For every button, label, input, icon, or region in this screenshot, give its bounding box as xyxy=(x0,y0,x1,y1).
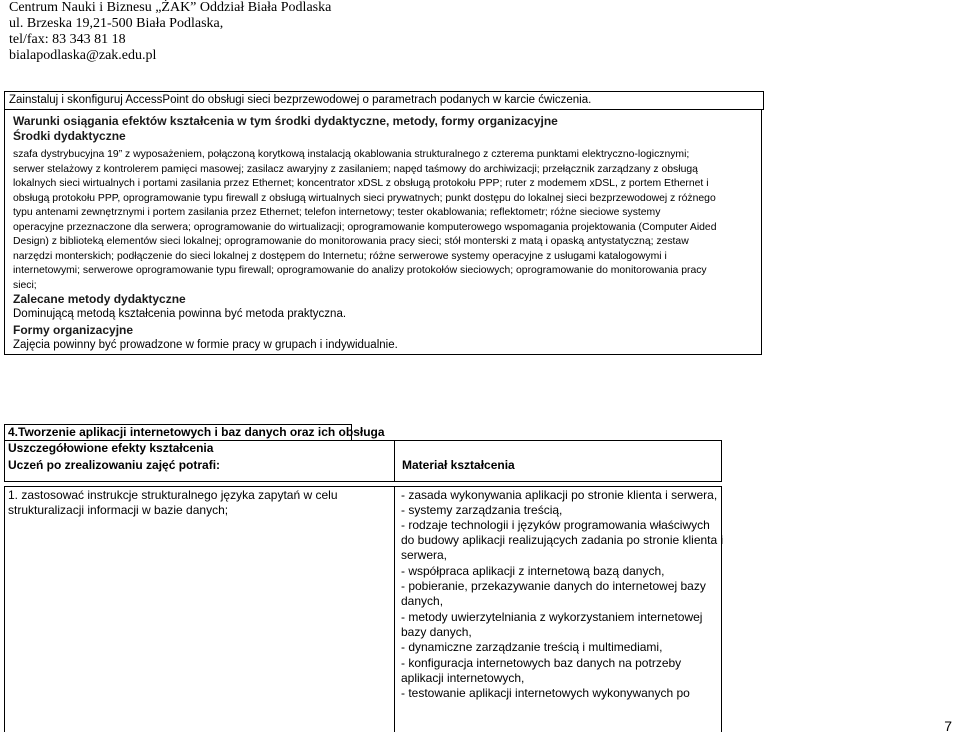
material-line: - konfiguracja internetowych baz danych na potrzeby xyxy=(401,656,682,670)
material-line: - metody uwierzytelniania z wykorzystaniem internetowej xyxy=(401,610,703,624)
means-line: internetowymi; serwerowe oprogramowanie typu firewall; oprogramowanie do analizy protokołów sieciowych; oprogramowanie do monitorowania pracy xyxy=(13,265,707,276)
means-line: serwer stelażowy z kontrolerem pamięci masowej; zasilacz awaryjny z zasilaniem; napęd taśmowy do archiwizacji; przełącznik zarządzany z obsługą xyxy=(13,163,698,175)
material-line: danych, xyxy=(401,594,444,608)
material-line: - pobieranie, przekazywanie danych do internetowej bazy xyxy=(401,579,706,593)
page-number: 7 xyxy=(944,718,952,734)
material-line: aplikacji internetowych, xyxy=(401,671,525,685)
student-heading: Uczeń po zrealizowaniu zajęć potrafi: xyxy=(8,458,221,472)
means-line: lokalnych sieci wirtualnych i portami zasilania przez Ethernet; koncentrator xDSL z obsługą protokołu PPP; ruter z modemem xDSL, z portem Ethernet i xyxy=(13,178,709,189)
task-box xyxy=(4,91,764,110)
material-line: serwera, xyxy=(401,548,448,562)
methods-heading: Zalecane metody dydaktyczne xyxy=(13,292,186,306)
means-line: typu antenami zewnętrznymi i portem zasilania przez Ethernet; telefon internetowy; tester okablowania; reflektometr; różne sieciowe systemy xyxy=(13,207,661,218)
task-text: Zainstaluj i skonfiguruj AccessPoint do obsługi sieci bezprzewodowej o parametrach podanych w karcie ćwiczenia. xyxy=(9,94,592,106)
detailed-effects-heading: Uszczegółowione efekty kształcenia xyxy=(8,441,214,455)
header-line-1: Centrum Nauki i Biznesu „ŻAK” Oddział Biała Podlaska xyxy=(9,0,332,15)
header-line-4: bialapodlaska@zak.edu.pl xyxy=(9,48,157,63)
conditions-box xyxy=(4,109,762,355)
material-line: bazy danych, xyxy=(401,625,472,639)
header-line-2: ul. Brzeska 19,21-500 Biała Podlaska, xyxy=(9,16,224,31)
forms-heading: Formy organizacyjne xyxy=(13,323,134,337)
effect-line: strukturalizacji informacji w bazie danych; xyxy=(8,503,229,517)
material-line: - testowanie aplikacji internetowych wykonywanych po xyxy=(401,686,690,700)
conditions-heading: Warunki osiągania efektów kształcenia w tym środki dydaktyczne, metody, formy organizacyjne xyxy=(13,114,558,128)
forms-text: Zajęcia powinny być prowadzone w formie pracy w grupach i indywidualnie. xyxy=(13,339,398,351)
means-line: Design) z biblioteką elementów sieci lokalnej; oprogramowanie do monitorowania pracy sieci; stół monterski z matą i opaską antystatyczną; zestaw xyxy=(13,236,689,247)
material-line: - rodzaje technologii i języków programowania właściwych xyxy=(401,518,710,532)
means-line: operacyjne przeznaczone dla serwera; oprogramowanie do wirtualizacji; oprogramowanie komputerowego wspomagania projektowania (Computer Aided xyxy=(13,221,717,233)
means-line: sieci; xyxy=(13,279,37,291)
material-heading: Materiał kształcenia xyxy=(402,458,515,472)
means-line: szafa dystrybucyjna 19” z wyposażeniem, połączoną korytkową instalacją okablowania strukturalnego z czterema punktami elektryczno-logicznymi; xyxy=(13,149,690,160)
material-line: - dynamiczne zarządzanie treścią i multimediami, xyxy=(401,640,663,654)
means-line: narzędzi monterskich; podłączenie do sieci lokalnej z dostępem do Internetu; różne serwerowe systemy operacyjne z usługami katalogowymi i xyxy=(13,250,667,262)
material-line: - systemy zarządzania treścią, xyxy=(401,503,563,517)
institution-header xyxy=(9,0,331,64)
means-line: obsługą protokołu PPP, oprogramowanie typu firewall z obsługą wirtualnych sieci prywatnych; punkt dostępu do lokalnej sieci bezprzewodowej z różnego xyxy=(13,192,716,204)
header-line-3: tel/fax: 83 343 81 18 xyxy=(9,32,126,47)
methods-text: Dominującą metodą kształcenia powinna być metoda praktyczna. xyxy=(13,308,347,320)
means-heading: Środki dydaktyczne xyxy=(13,129,126,143)
material-line: - współpraca aplikacji z internetową bazą danych, xyxy=(401,564,665,578)
effect-line: 1. zastosować instrukcje strukturalnego języka zapytań w celu xyxy=(8,488,338,502)
material-line: do budowy aplikacji realizujących zadania po stronie klienta i xyxy=(401,533,724,547)
material-line: - zasada wykonywania aplikacji po stronie klienta i serwera, xyxy=(401,488,718,502)
section-title: 4.Tworzenie aplikacji internetowych i baz danych oraz ich obsługa xyxy=(8,425,385,439)
